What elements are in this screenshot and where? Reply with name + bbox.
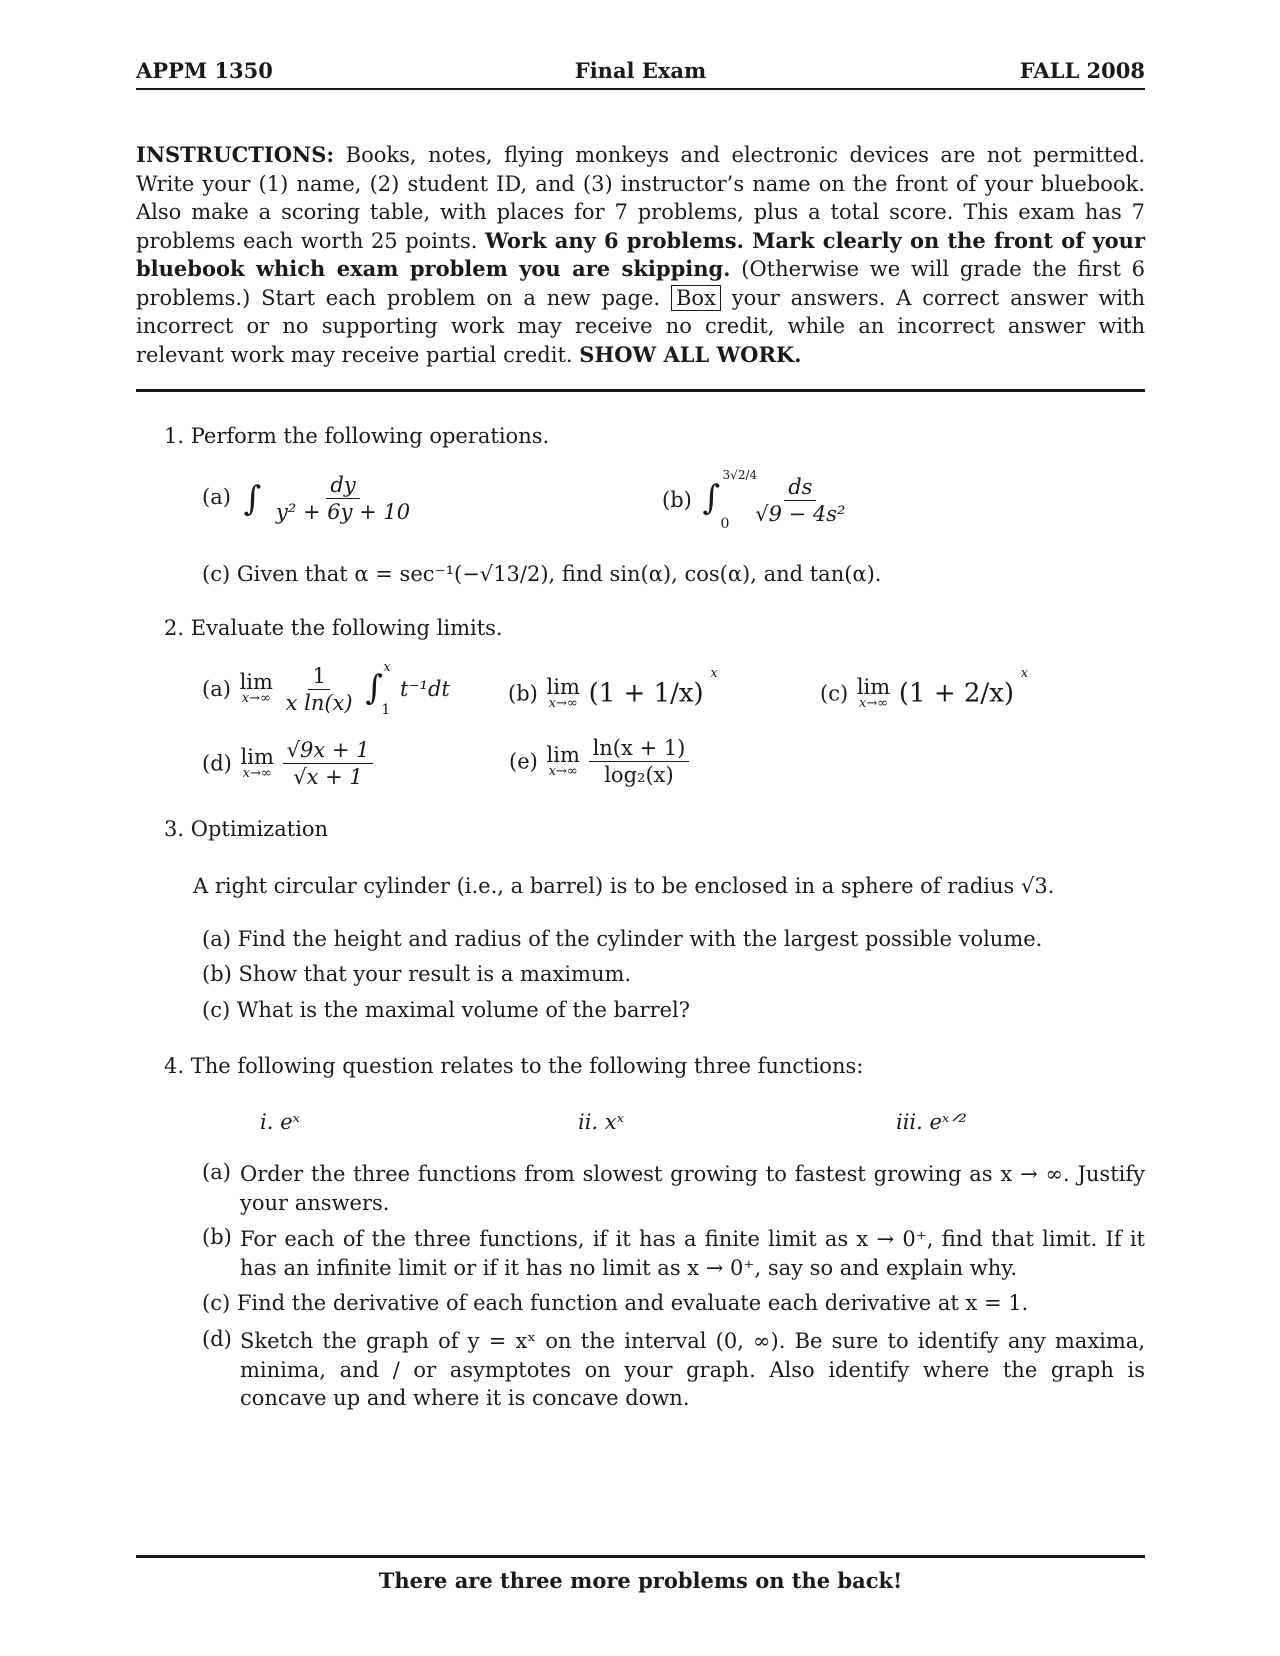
part-text: Sketch the graph of y = xˣ on the interval (0, ∞). Be sure to identify any maxima, minima, and / or asymptotes on your graph. Also identify where the graph is concave up and where it is concave down.: [240, 1329, 1145, 1410]
instructions-bold-2: SHOW ALL WORK.: [579, 341, 802, 367]
footer-rule: [136, 1555, 1145, 1558]
part-label: (e): [509, 749, 538, 774]
part-label: (b): [662, 488, 692, 512]
problem-3-heading: [164, 817, 328, 841]
lim-text: lim: [240, 744, 274, 769]
integral-sign: ∫: [702, 478, 721, 518]
denominator: log₂(x): [604, 763, 674, 787]
part-label: (b): [508, 681, 538, 706]
problem-1c: [202, 562, 881, 586]
denominator: x ln(x): [285, 690, 353, 715]
part-label: (d): [202, 1327, 232, 1351]
part-text: What is the maximal volume of the barrel?: [236, 998, 691, 1022]
problem-1b: [662, 468, 849, 532]
lower-limit: 1: [381, 702, 391, 718]
instructions-text-2: (Otherwise we will grade the first 6 problems.) Start each problem on a new page.: [136, 257, 1146, 310]
numerator: ds: [784, 475, 816, 501]
exam-title: Final Exam: [574, 58, 707, 83]
upper-limit: x: [383, 660, 391, 675]
upper-limit: 3√2/4: [722, 468, 758, 482]
problem-1-heading: [164, 424, 549, 448]
integral-sign: ∫: [243, 478, 262, 519]
problem-3-intro: A right circular cylinder (i.e., a barrel) is to be enclosed in a sphere of radius √3.: [193, 874, 1055, 898]
instructions-text-1: Books, notes, flying monkeys and electronic devices are not permitted. Write your (1) name, (2) student ID, and (3) instructor’s name on the front of your bluebook. Also make a scoring table, with places for 7 problems, plus a total score. This exam has 7 problems each worth 25 points.: [136, 143, 1145, 253]
part-label: (b): [202, 962, 232, 986]
exponent: x: [1020, 666, 1029, 681]
numerator: dy: [326, 473, 359, 499]
part-text: Find the height and radius of the cylinder with the largest possible volume.: [237, 927, 1043, 951]
exponent: x: [710, 666, 718, 681]
exam-term: FALL 2008: [1019, 58, 1145, 83]
part-text: For each of the three functions, if it has a finite limit as x → 0⁺, find that limit. If it has an infinite limit or if it has no limit as x → 0⁺, say so and explain why.: [240, 1227, 1145, 1280]
problem-2e: [509, 736, 689, 787]
part-label: (a): [202, 677, 231, 701]
integrand-fraction: [751, 475, 849, 526]
limit-fraction: [282, 664, 357, 715]
denominator: √9 − 4s²: [755, 501, 846, 526]
problem-3c: [202, 998, 690, 1022]
part-text: Order the three functions from slowest growing to fastest growing as x → ∞. Justify your answers.: [240, 1162, 1145, 1215]
problem-4-heading: [164, 1054, 863, 1078]
lim-subscript: x→∞: [858, 695, 889, 711]
problem-number: 2.: [164, 616, 185, 640]
problem-title: Optimization: [190, 817, 329, 841]
limit-operator: [546, 742, 580, 779]
lim-text: lim: [546, 742, 580, 767]
limit-operator: [240, 744, 274, 781]
footer-note: There are three more problems on the back!: [378, 1568, 903, 1593]
part-text: Given that α = sec⁻¹(−√13/2), find sin(α), cos(α), and tan(α).: [236, 562, 882, 586]
part-label: (c): [202, 562, 231, 586]
lim-subscript: x→∞: [241, 691, 271, 706]
limit-fraction: [589, 736, 690, 787]
problem-number: 4.: [164, 1054, 185, 1078]
part-text: Show that your result is a maximum.: [238, 962, 632, 986]
problem-2c: [820, 666, 1028, 711]
integrand-fraction: [272, 473, 414, 524]
problem-1a: [202, 473, 414, 524]
part-text: Find the derivative of each function and evaluate each derivative at x = 1.: [236, 1291, 1029, 1315]
limit-operator: [856, 674, 891, 711]
denominator: √x + 1: [293, 765, 363, 789]
exam-page: [136, 0, 1145, 1656]
lim-subscript: x→∞: [548, 763, 578, 779]
numerator: 1: [308, 664, 329, 690]
problem-number: 3.: [164, 817, 185, 841]
part-label: (a): [202, 927, 231, 951]
instructions-text-3: your answers. A correct answer with incorrect or no supporting work may receive no credit, while an incorrect answer with relevant work may receive partial credit.: [136, 285, 1146, 367]
problem-title: The following question relates to the following three functions:: [190, 1054, 864, 1078]
instructions-bold-1: Work any 6 problems. Mark clearly on the front of your bluebook which exam problem you are skipping.: [136, 227, 1146, 281]
course-code: APPM 1350: [136, 58, 273, 83]
lower-limit: 0: [720, 516, 730, 532]
problem-2b: [508, 666, 718, 711]
part-label: (c): [820, 681, 849, 706]
header-rule: [136, 88, 1145, 90]
instructions-label: INSTRUCTIONS:: [136, 142, 335, 167]
denominator: y² + 6y + 10: [276, 500, 411, 524]
part-label: (a): [202, 1160, 231, 1184]
problem-2a: [202, 662, 450, 716]
limit-operator: [546, 674, 580, 711]
integrand: t⁻¹dt: [400, 677, 450, 701]
lim-text: lim: [239, 670, 273, 694]
integral-sign: ∫: [365, 668, 384, 708]
limit-expression: (1 + 1/x): [588, 678, 704, 709]
limit-expression: (1 + 2/x): [898, 678, 1014, 709]
problem-number: 1.: [164, 424, 185, 448]
problem-title: Evaluate the following limits.: [190, 616, 503, 640]
definite-integral: [363, 662, 393, 716]
problem-2d: [202, 738, 373, 789]
definite-integral: [699, 468, 758, 532]
lim-text: lim: [546, 674, 580, 699]
problem-2-heading: [164, 616, 503, 640]
problem-3a: [202, 927, 1042, 951]
lim-text: lim: [856, 674, 891, 699]
function-2: ii. xˣ: [578, 1110, 625, 1134]
limit-fraction: [283, 738, 374, 789]
limit-operator: [240, 672, 273, 706]
part-label: (a): [202, 485, 231, 509]
function-3: iii. eˣᐟ²: [896, 1110, 967, 1134]
problem-3b: [202, 962, 631, 986]
function-1: i. eˣ: [260, 1110, 300, 1134]
lim-subscript: x→∞: [242, 765, 272, 781]
numerator: ln(x + 1): [589, 736, 690, 762]
part-label: (c): [202, 1291, 231, 1315]
part-label: (c): [202, 998, 231, 1022]
instructions: [136, 141, 1145, 369]
section-rule: [136, 389, 1145, 392]
numerator: √9x + 1: [283, 738, 374, 764]
box-word: Box: [671, 285, 721, 311]
part-label: (d): [202, 751, 232, 776]
part-label: (b): [202, 1225, 232, 1249]
exam-header: [136, 58, 1145, 88]
problem-title: Perform the following operations.: [190, 424, 550, 448]
lim-subscript: x→∞: [548, 695, 578, 711]
problem-4c: [202, 1291, 1028, 1315]
